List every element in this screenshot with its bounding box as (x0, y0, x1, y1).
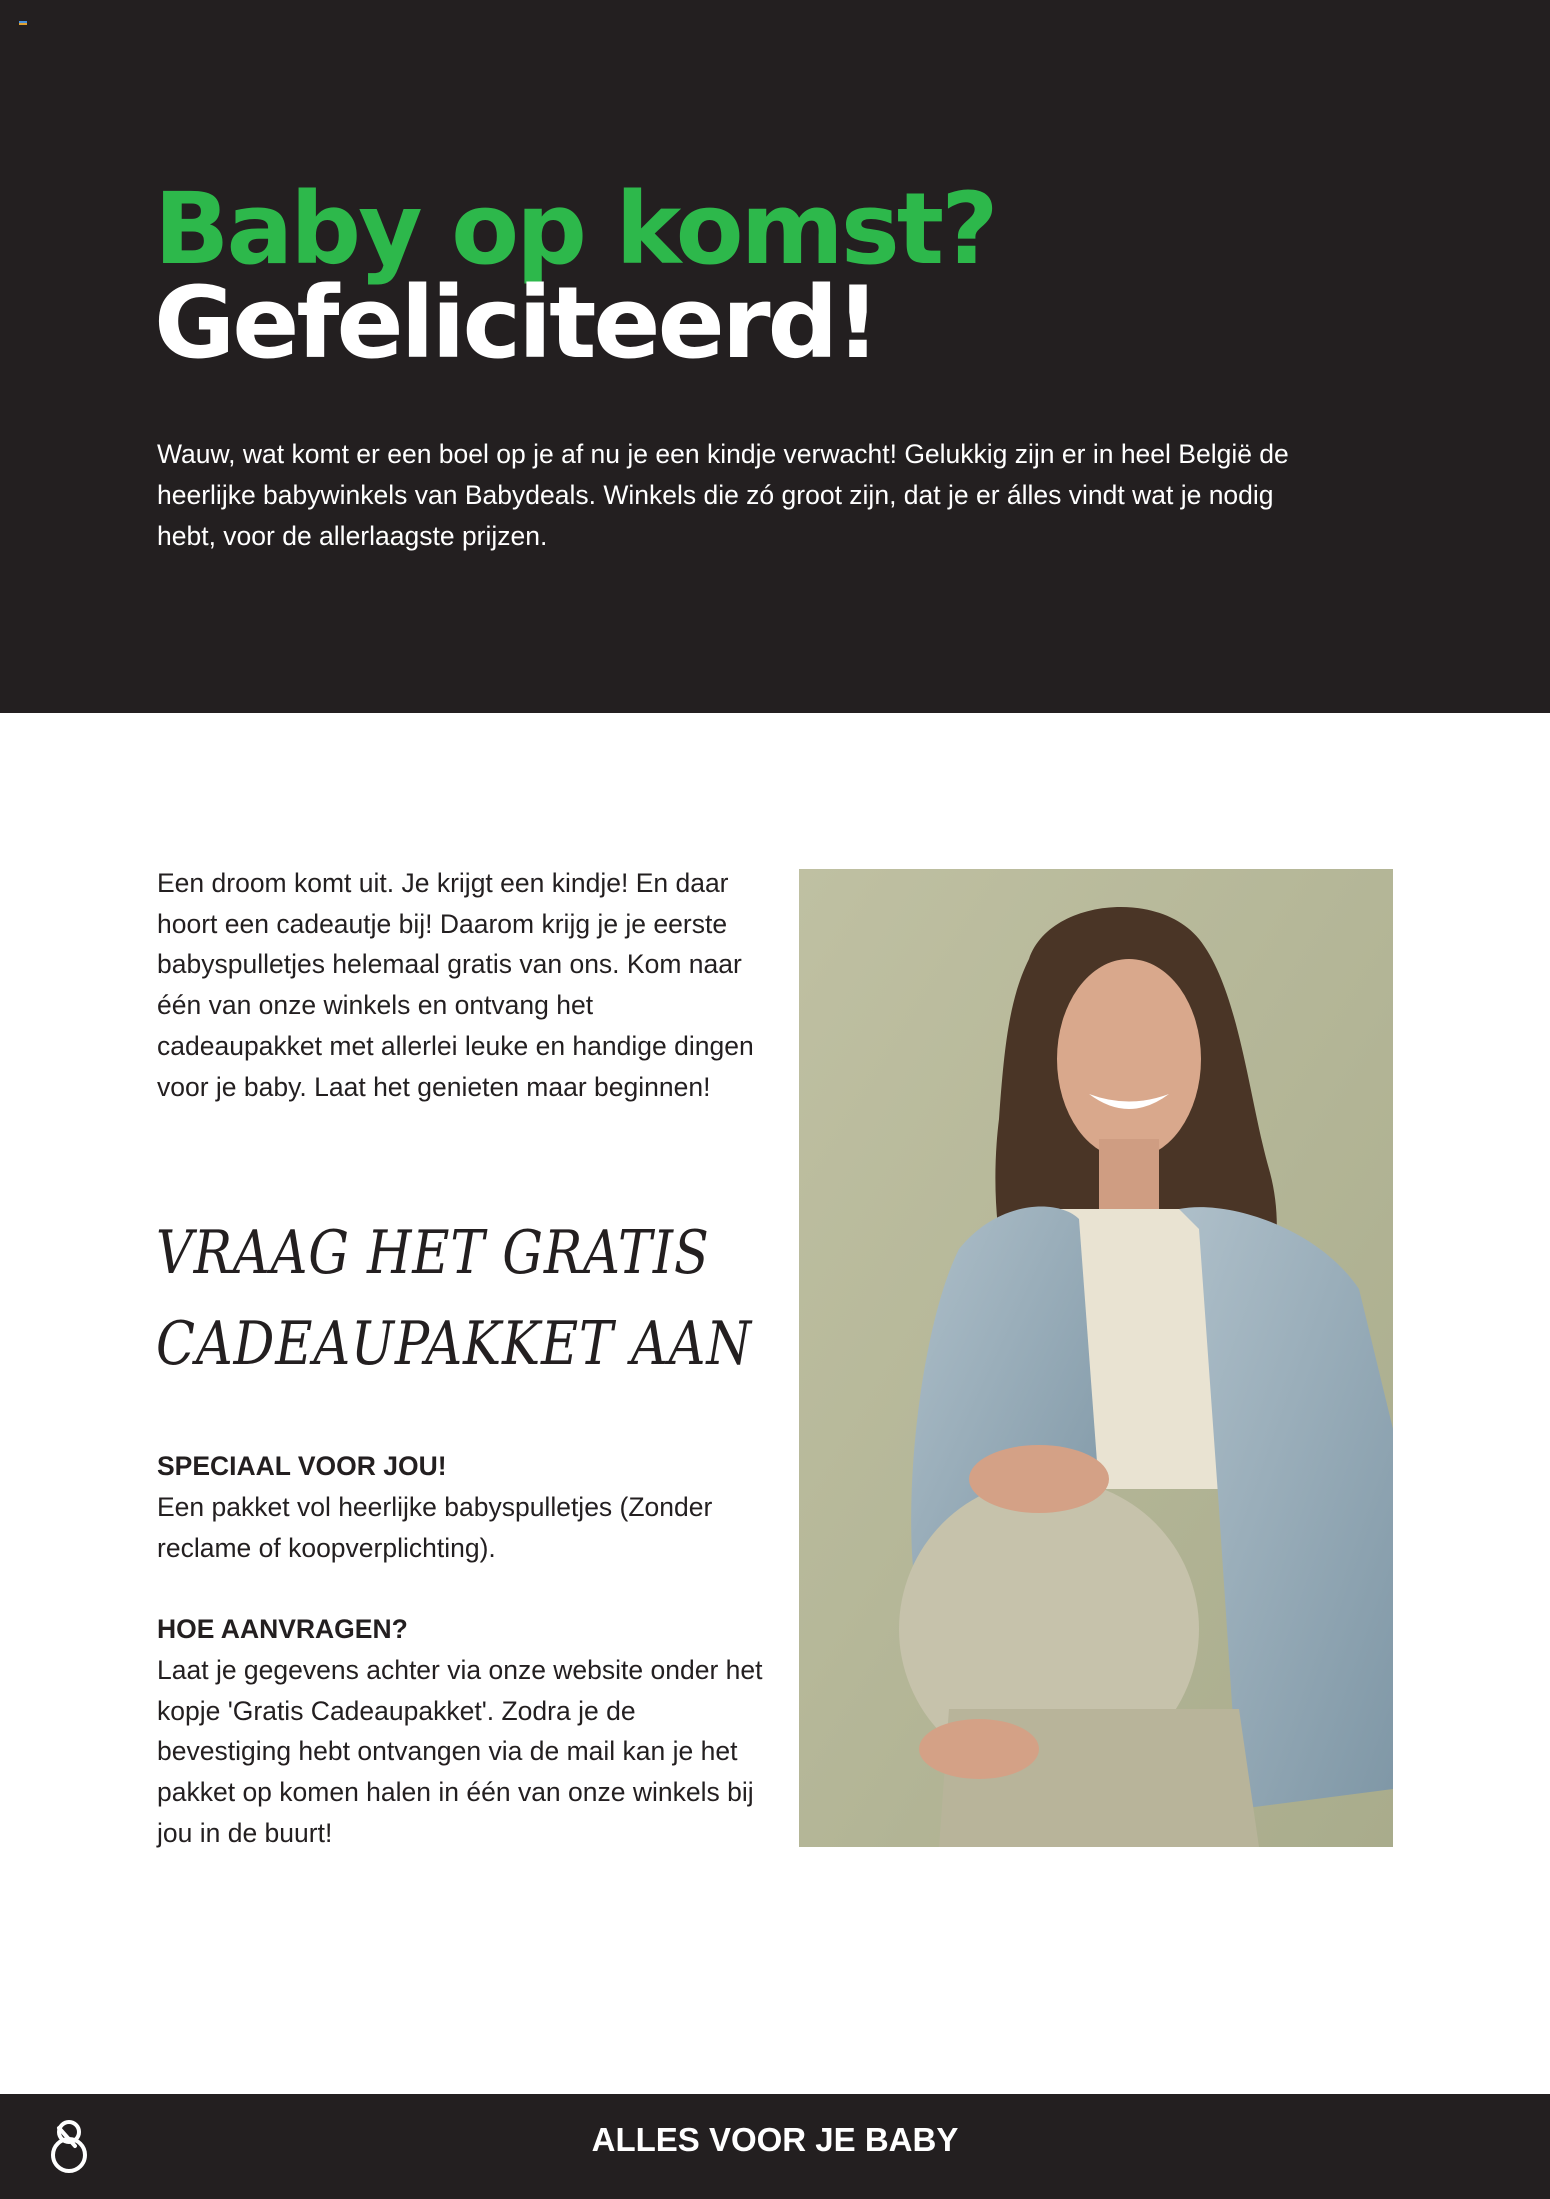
hero-banner (0, 0, 1550, 713)
hero-intro-text: Wauw, wat komt er een boel op je af nu je een kindje verwacht! Gelukkig zijn er in heel België de heerlijke babywinkels van Babydeals. Winkels die zó groot zijn, dat je er álles vindt wat je nodig hebt, voor de allerlaagste prijzen. (157, 439, 1289, 551)
gift-package-heading (156, 1208, 752, 1390)
special-for-you-label: SPECIAAL VOOR JOU! (157, 1451, 447, 1481)
intro-paragraph: Een droom komt uit. Je krijgt een kindje! En daar hoort een cadeautje bij! Daarom krijg je je eerste babyspulletjes helemaal gratis van ons. Kom naar één van onze winkels en ontvang het cadeaupakket met allerlei leuke en handige dingen voor je baby. Laat het genieten maar beginnen! (157, 868, 754, 1102)
special-for-you-text: Een pakket vol heerlijke babyspulletjes (Zonder reclame of koopverplichting). (157, 1492, 713, 1563)
footer-tagline: ALLES VOOR JE BABY (591, 2121, 959, 2158)
how-to-apply-label: HOE AANVRAGEN? (157, 1614, 408, 1644)
corner-marker (19, 21, 27, 25)
gift-package-heading-line1: VRAAG HET GRATIS (156, 1218, 710, 1288)
how-to-apply-text: Laat je gegevens achter via onze website onder het kopje 'Gratis Cadeaupakket'. Zodra je de bevestiging hebt ontvangen via de mail kan je het pakket op komen halen in één van onze winkels bij jou in de buurt! (157, 1655, 763, 1848)
gift-package-heading-line2: CADEAUPAKKET AAN (156, 1309, 752, 1379)
pregnant-woman-photo (799, 869, 1393, 1847)
hero-title-white: Gefeliciteerd! (154, 266, 878, 381)
footer-bar (0, 2094, 1550, 2199)
hero-title-green: Baby op komst? (154, 172, 996, 287)
